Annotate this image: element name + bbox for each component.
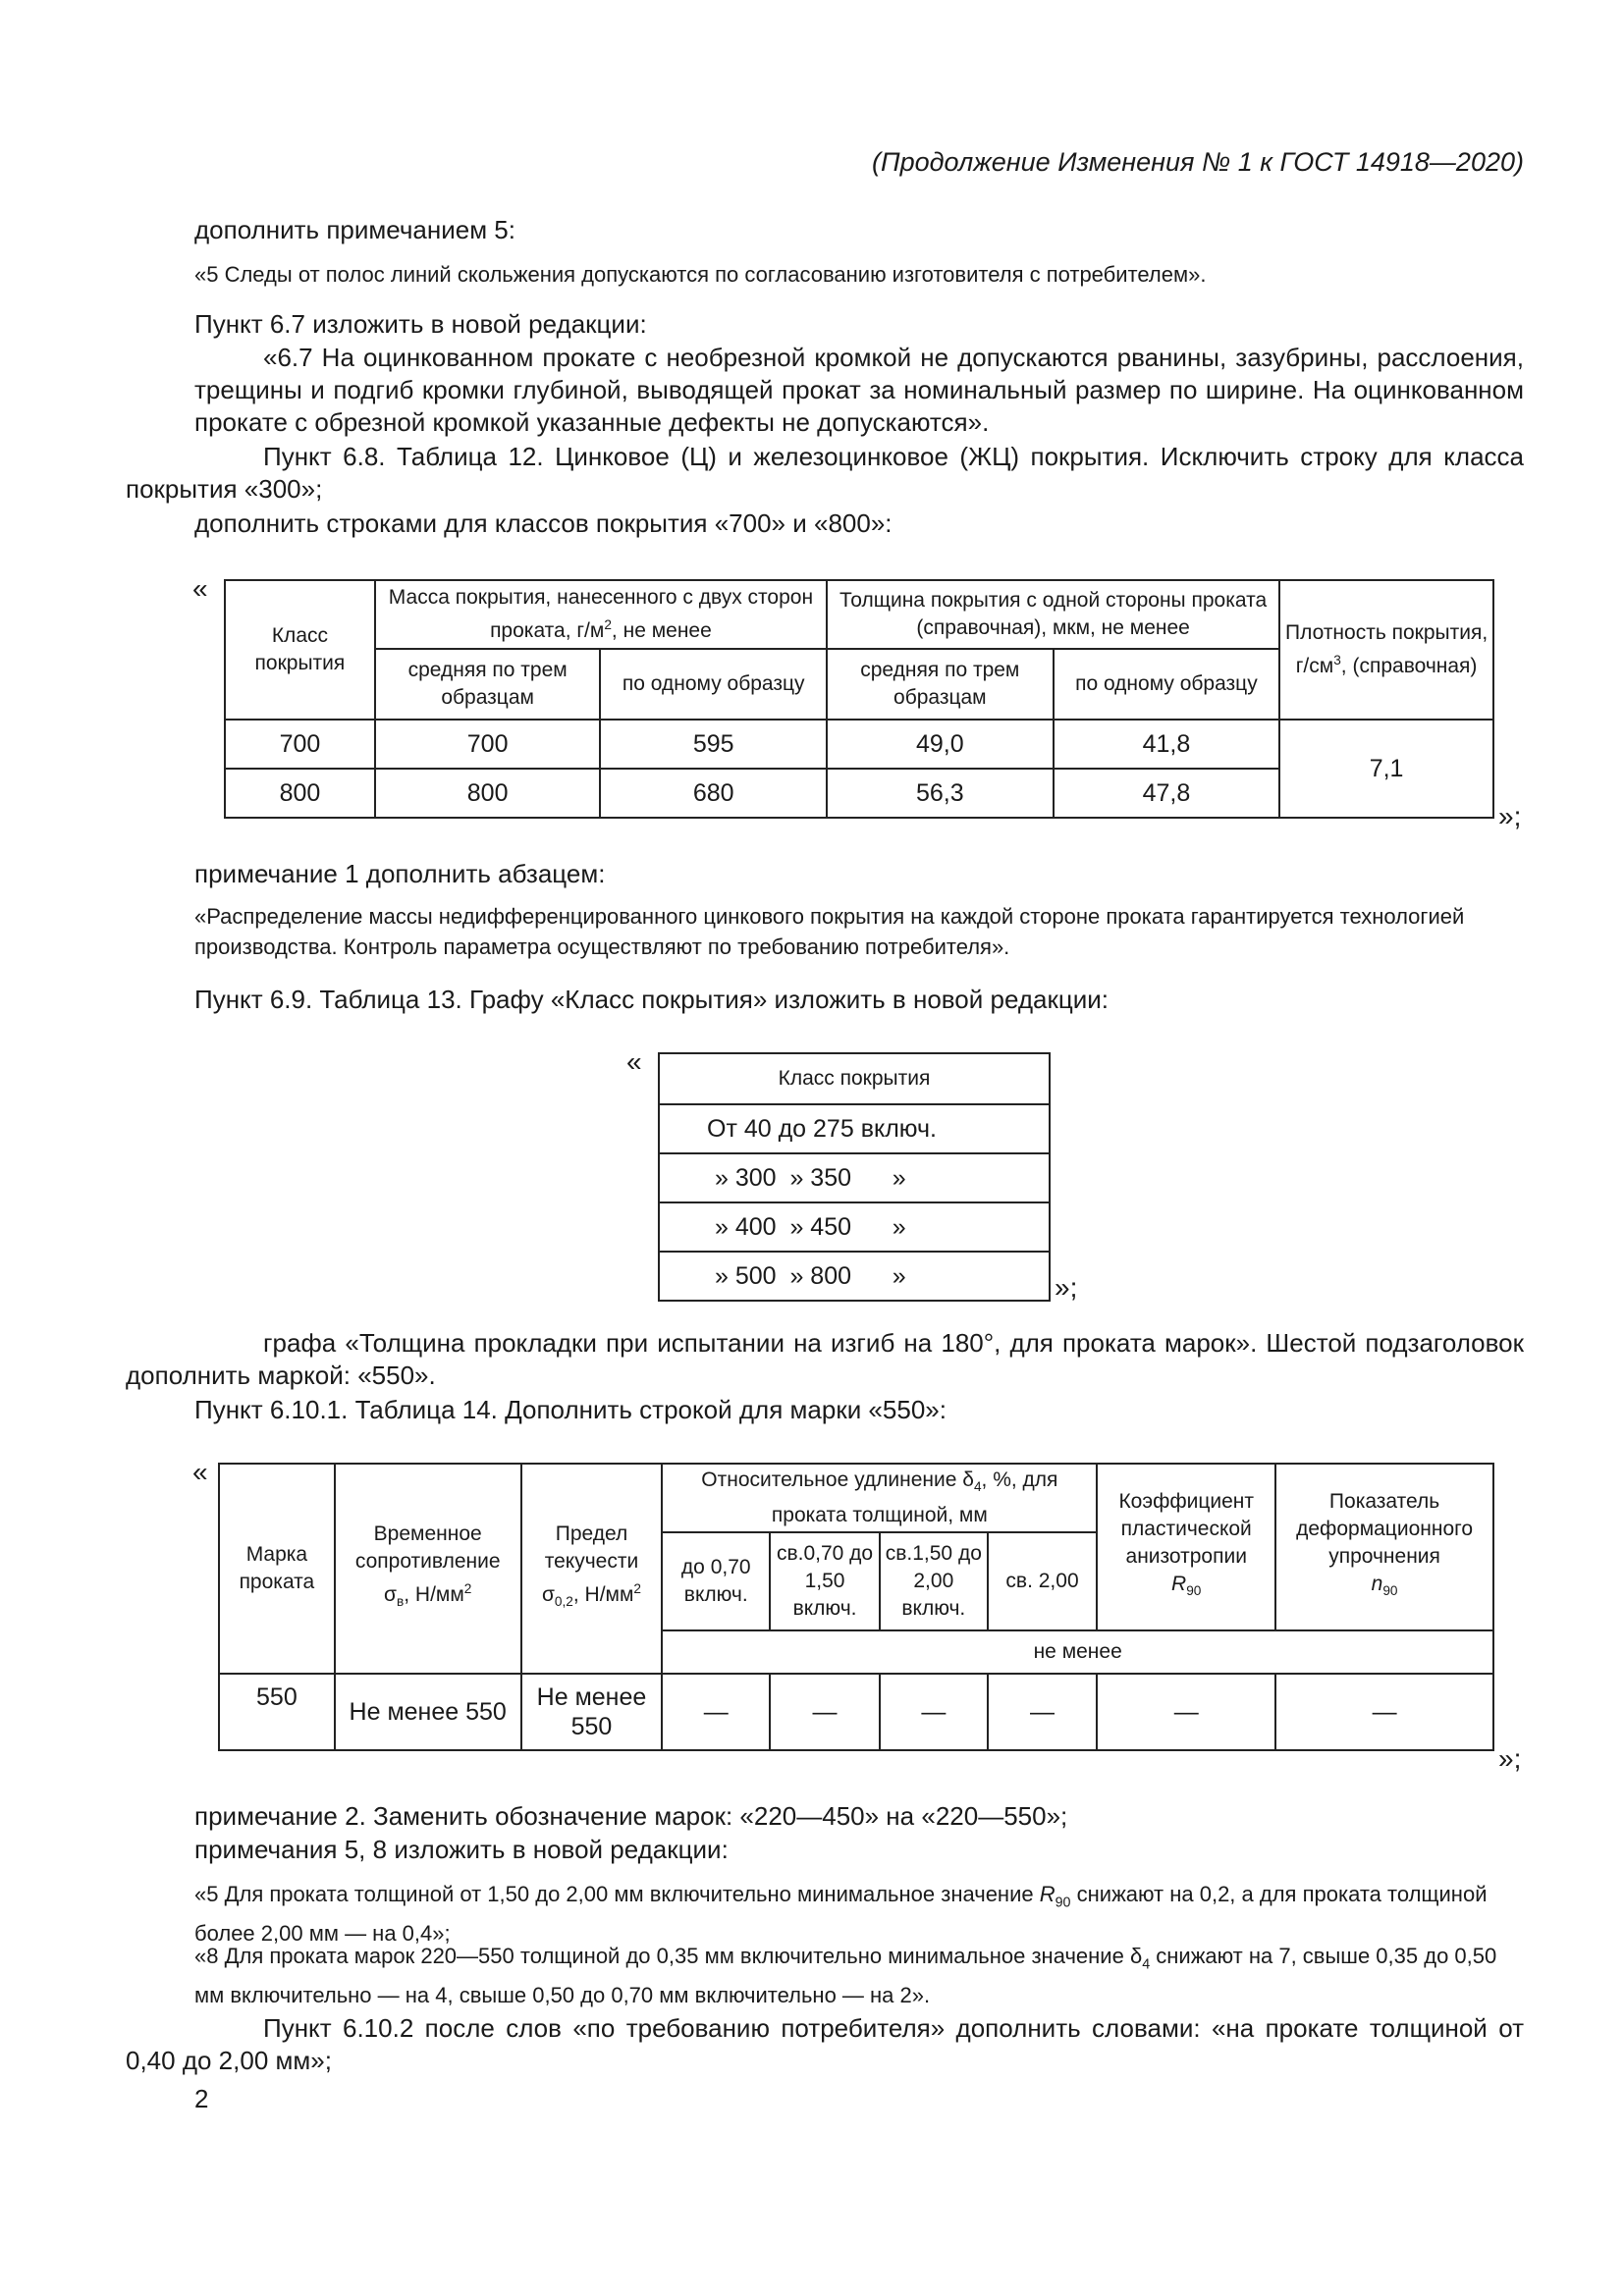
t13-row: От 40 до 275 включ. bbox=[659, 1104, 1050, 1153]
quote-open: « bbox=[192, 573, 208, 604]
t13-header: Класс покрытия bbox=[659, 1053, 1050, 1104]
t14-cell-dash: — bbox=[662, 1674, 770, 1750]
table-row bbox=[225, 720, 1493, 769]
t13-row: » 500 » 800 » bbox=[659, 1252, 1050, 1301]
t14-header-e2: св.0,70 до 1,50 включ. bbox=[770, 1532, 880, 1630]
t12-header-thickness: Толщина покрытия с одной стороны проката (справочная), мкм, не менее bbox=[827, 580, 1279, 649]
para-note5-new: «5 Для проката толщиной от 1,50 до 2,00 мм включительно минимальное значение $R_{90}$ снижают на 0,2, а для проката толщиной более 2,00 мм — на 0,4»; bbox=[194, 1882, 1488, 1947]
para-note2: примечание 2. Заменить обозначение марок: «220—450» на «220—550»; bbox=[194, 1801, 1068, 1831]
t14-header-e4: св. 2,00 bbox=[988, 1532, 1098, 1630]
t12-header-class: Класс покрытия bbox=[225, 580, 375, 720]
para-6-7-heading: Пункт 6.7 изложить в новой редакции: bbox=[194, 309, 647, 339]
t14-header-grade: Марка проката bbox=[219, 1464, 335, 1674]
t12-header-mass-one: по одному образцу bbox=[600, 649, 827, 720]
t14-cell-dash: — bbox=[1097, 1674, 1275, 1750]
para-add-note5: дополнить примечанием 5: bbox=[194, 215, 515, 244]
table-row bbox=[219, 1674, 1493, 1750]
t14-cell-dash: — bbox=[988, 1674, 1098, 1750]
t12-cell: 56,3 bbox=[827, 769, 1054, 818]
para-note5: «5 Следы от полос линий скольжения допускаются по согласованию изготовителя с потребителем». bbox=[194, 262, 1207, 287]
para-6-10-1: Пункт 6.10.1. Таблица 14. Дополнить строкой для марки «550»: bbox=[194, 1395, 947, 1424]
t12-cell: 800 bbox=[375, 769, 601, 818]
t14-header-e3: св.1,50 до 2,00 включ. bbox=[880, 1532, 988, 1630]
t12-header-density: Плотность покрытия, $г/см^3$, (справочная) bbox=[1279, 580, 1493, 720]
para-add-rows: дополнить строками для классов покрытия «700» и «800»: bbox=[194, 508, 893, 538]
t12-cell-density: 7,1 bbox=[1279, 720, 1493, 818]
t14-cell-dash: — bbox=[1275, 1674, 1493, 1750]
t14-header-elongation: Относительное удлинение $\delta_4$, %, для проката толщиной, мм bbox=[662, 1464, 1097, 1532]
para-6-8: Пункт 6.8. Таблица 12. Цинковое (Ц) и железоцинковое (ЖЦ) покрытия. Исключить строку для класса покрытия «300»; bbox=[126, 442, 1524, 504]
quote-open: « bbox=[626, 1046, 642, 1077]
para-6-9: Пункт 6.9. Таблица 13. Графу «Класс покрытия» изложить в новой редакции: bbox=[194, 985, 1110, 1014]
t14-header-tensile: Временное сопротивление $\sigma_в$, $Н/мм^2$ bbox=[335, 1464, 521, 1674]
running-header: (Продолжение Изменения № 1 к ГОСТ 14918—2020) bbox=[872, 147, 1524, 177]
t12-header-thick-avg: средняя по трем образцам bbox=[827, 649, 1054, 720]
t14-cell-yield: Не менее 550 bbox=[521, 1674, 663, 1750]
table-12 bbox=[224, 579, 1494, 819]
t12-cell: 49,0 bbox=[827, 720, 1054, 769]
table-13 bbox=[658, 1052, 1051, 1302]
t14-cell-grade: 550 bbox=[219, 1674, 335, 1750]
t12-cell: 680 bbox=[600, 769, 827, 818]
para-distribution: «Распределение массы недифференцированного цинкового покрытия на каждой стороне проката гарантируется технологией производства. Контроль параметра осуществляют по требованию потребителя». bbox=[194, 904, 1465, 959]
t12-cell: 800 bbox=[225, 769, 375, 818]
para-gasket: графа «Толщина прокладки при испытании на изгиб на 180°, для проката марок». Шестой подзаголовок дополнить маркой: «550». bbox=[126, 1328, 1524, 1390]
table-14 bbox=[218, 1463, 1494, 1751]
quote-open: « bbox=[192, 1457, 208, 1487]
t12-cell: 41,8 bbox=[1054, 720, 1280, 769]
t14-header-anisotropy: Коэффициент пластической анизотропии $R_{90}$ bbox=[1097, 1464, 1275, 1630]
para-6-7: «6.7 На оцинкованном прокате с необрезной кромкой не допускаются рванины, зазубрины, расслоения, трещины и подгиб кромки глубиной, выводящей прокат за номинальный размер по ширине. На оцинкованном прокате с обрезной кромкой указанные дефекты не допускаются». bbox=[194, 343, 1524, 437]
para-note1: примечание 1 дополнить абзацем: bbox=[194, 859, 606, 888]
quote-close: »; bbox=[1498, 1743, 1522, 1774]
quote-close: »; bbox=[1498, 801, 1522, 831]
quote-close: »; bbox=[1055, 1272, 1078, 1303]
t14-cell-dash: — bbox=[770, 1674, 880, 1750]
t14-header-hardening: Показатель деформационного упрочнения $n_{90}$ bbox=[1275, 1464, 1493, 1630]
t14-header-min: не менее bbox=[662, 1630, 1493, 1674]
t12-cell: 595 bbox=[600, 720, 827, 769]
t12-cell: 700 bbox=[375, 720, 601, 769]
t12-header-mass-avg: средняя по трем образцам bbox=[375, 649, 601, 720]
t12-header-thick-one: по одному образцу bbox=[1054, 649, 1280, 720]
t12-cell: 47,8 bbox=[1054, 769, 1280, 818]
para-6-10-2: Пункт 6.10.2 после слов «по требованию потребителя» дополнить словами: «на прокате толщиной от 0,40 до 2,00 мм»; bbox=[126, 2013, 1524, 2075]
t13-row: » 300 » 350 » bbox=[659, 1153, 1050, 1202]
t14-cell-dash: — bbox=[880, 1674, 988, 1750]
t14-header-yield: Предел текучести $\sigma_{0,2}$, $Н/мм^2$ bbox=[521, 1464, 663, 1674]
t14-header-e1: до 0,70 включ. bbox=[662, 1532, 770, 1630]
t14-cell-tensile: Не менее 550 bbox=[335, 1674, 521, 1750]
page-number: 2 bbox=[194, 2084, 209, 2113]
para-notes-5-8: примечания 5, 8 изложить в новой редакции: bbox=[194, 1835, 729, 1864]
t13-row: » 400 » 450 » bbox=[659, 1202, 1050, 1252]
t12-header-mass: Масса покрытия, нанесенного с двух сторон проката, $г/м^2$, не менее bbox=[375, 580, 827, 649]
t12-cell: 700 bbox=[225, 720, 375, 769]
para-note8-new: «8 Для проката марок 220—550 толщиной до 0,35 мм включительно минимальное значение $\delta_4$ снижают на 7, свыше 0,35 до 0,50 мм включительно — на 4, свыше 0,50 до 0,70 мм включительно — на 2». bbox=[194, 1944, 1497, 2008]
